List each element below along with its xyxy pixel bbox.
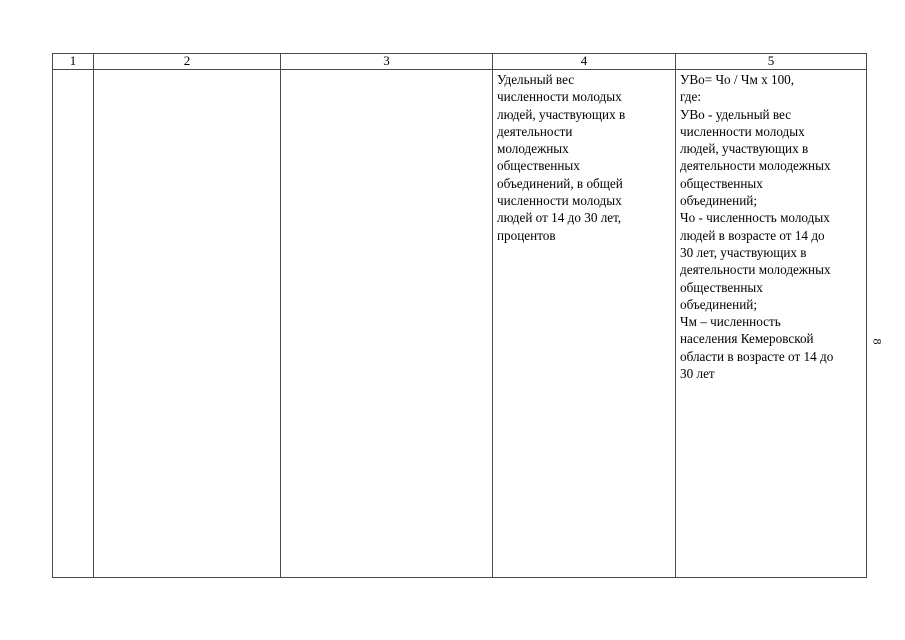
table-cell-col1 bbox=[53, 70, 94, 578]
table-cell-indicator-name bbox=[493, 70, 676, 578]
table-cell-col3 bbox=[281, 70, 493, 578]
column-header-4: 4 bbox=[493, 54, 676, 70]
column-header-1: 1 bbox=[53, 54, 94, 70]
cell-text-col3 bbox=[281, 70, 492, 71]
table-cell-col2 bbox=[94, 70, 281, 578]
page-number: 8 bbox=[870, 338, 885, 345]
cell-text-col2 bbox=[94, 70, 280, 71]
column-header-2: 2 bbox=[94, 54, 281, 70]
column-header-5: 5 bbox=[676, 54, 867, 70]
cell-text-col1 bbox=[53, 70, 93, 71]
table-row bbox=[53, 70, 867, 578]
indicator-name-text: Удельный вес численности молодых людей, участвующих в деятельности молодежных общественных объединений, в общей численности молодых людей от 14 до 30 лет, процентов bbox=[497, 72, 626, 243]
formula-text: УВо= Чо / Чм х 100, где: УВо - удельный вес численности молодых людей, участвующих в деятельности молодежных общественных объединений; Чо - численность молодых людей в возрасте от 14 до 30 лет, участвующих в деятельности молодежных общественных объединений; Чм – численность населения Кемеровской области в возрасте от 14 до 30 лет bbox=[680, 72, 834, 382]
table-header-row bbox=[53, 54, 867, 70]
column-header-3: 3 bbox=[281, 54, 493, 70]
indicator-table bbox=[52, 53, 867, 578]
table-cell-formula bbox=[676, 70, 867, 578]
